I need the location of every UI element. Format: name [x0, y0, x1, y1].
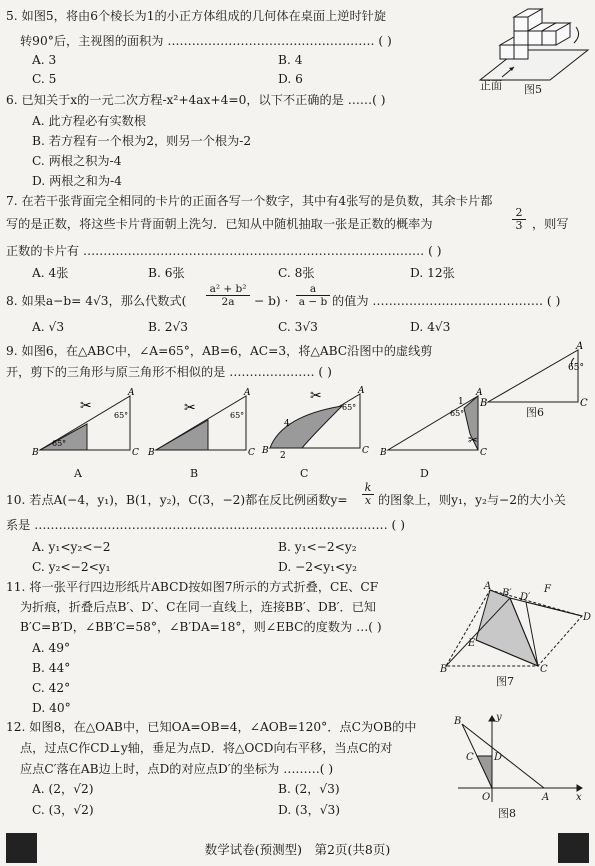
q10-stem-part1: 10. 若点A(−4，y₁)，B(1，y₂)，C(3，−2)都在反比例函数y=	[6, 493, 348, 507]
q8-stem-part1: 8. 如果a−b= 4√3，那么代数式(	[6, 294, 187, 308]
fig7-label-d: D	[583, 612, 592, 623]
fig8-label-b: B	[454, 716, 462, 727]
q10-option-d: D. −2<y₁<y₂	[278, 560, 358, 574]
q8-stem-part2: 的值为 …………………………………… ( )	[332, 294, 561, 308]
q9b-label-b: B	[148, 448, 155, 458]
figure-5-caption: 图5	[524, 83, 542, 96]
q5-option-a: A. 3	[32, 53, 57, 67]
q11-stem-line3: B′C=B′D，∠BB′C=58°，∠B′DA=18°，则∠EBC的度数为 …( )	[20, 620, 382, 634]
fig8-label-a: A	[542, 792, 550, 803]
figure-6-caption: 图6	[526, 406, 544, 419]
q6-option-c: C. 两根之积为-4	[32, 154, 122, 168]
fig7-label-bp: B′	[502, 588, 512, 599]
q12-stem-line2: 点，过点C作CD⊥y轴，垂足为点D．将△OCD向右平移，当点C的对	[20, 741, 393, 755]
q7-fraction	[512, 207, 526, 232]
fig8-label-d: D	[494, 752, 503, 763]
q9a-label-a: A	[128, 388, 135, 398]
q9c-label-b: B	[262, 446, 269, 456]
q9-option-c-letter: C	[300, 467, 309, 480]
q8-stem-mid: − b) ·	[254, 294, 289, 308]
q9-figure-c	[262, 386, 374, 460]
figure-7-caption: 图7	[496, 675, 514, 688]
q7-stem-line3: 正数的卡片有 ………………………………………………………………………… ( )	[6, 244, 442, 258]
q5-option-d: D. 6	[278, 72, 303, 86]
q8-fraction-1	[206, 283, 250, 308]
q9-stem-line2: 开，剪下的三角形与原三角形不相似的是 ………………… ( )	[6, 365, 332, 379]
q12-stem-line3: 应点C′落在AB边上时，点D的对应点D′的坐标为 ………( )	[20, 762, 334, 776]
q9a-angle-top: 65°	[114, 411, 129, 420]
fig8-label-c: C	[466, 752, 474, 763]
fig7-label-b: B	[440, 664, 448, 675]
q9-option-a-letter: A	[74, 467, 82, 480]
q9c-label-a: A	[358, 386, 365, 396]
q9d-scissors-icon: ✂	[468, 433, 479, 447]
fig7-label-a: A	[484, 581, 492, 592]
fig7-label-e: E	[468, 638, 476, 649]
fig7-label-f: F	[544, 584, 551, 595]
q12-stem-line1: 12. 如图8，在△OAB中，已知OA=OB=4，∠AOB=120°．点C为OB的中	[6, 720, 417, 734]
q7-option-b: B. 6张	[148, 266, 185, 280]
fig7-label-c: C	[540, 664, 548, 675]
q9-figure-b	[148, 388, 258, 460]
q9b-label-a: A	[244, 388, 251, 398]
q6-stem: 6. 已知关于x的一元二次方程-x²+4ax+4=0，以下不正确的是 ……( )	[6, 93, 386, 107]
q7-option-a: A. 4张	[32, 266, 69, 280]
q7-stem-line1: 7. 在若干张背面完全相同的卡片的正面各写一个数字，其中有4张写的是负数，其余卡片都	[6, 194, 493, 208]
q10-frac-num: k	[364, 481, 372, 494]
q6-option-d: D. 两根之和为-4	[32, 174, 122, 188]
q11-option-c: C. 42°	[32, 681, 71, 695]
fig6-label-a: A	[576, 341, 584, 352]
fig8-label-y: y	[496, 712, 502, 723]
fig6-label-c: C	[580, 398, 588, 409]
q7-frac-den: 3	[512, 219, 526, 232]
q9a-angle-bottom: 65°	[52, 439, 67, 448]
q8-frac2-num: a	[309, 283, 317, 295]
q12-option-a: A. (2，√2)	[32, 782, 94, 796]
q8-option-d: D. 4√3	[410, 320, 451, 334]
q10-fraction	[362, 482, 374, 507]
q9d-label-b: B	[380, 448, 387, 458]
q8-frac1-num: a² + b²	[209, 283, 247, 295]
q8-option-b: B. 2√3	[148, 320, 188, 334]
q8-option-c: C. 3√3	[278, 320, 318, 334]
q9b-label-c: C	[248, 448, 255, 458]
q9c-label-4: 4	[284, 419, 290, 429]
q9-figure-a	[32, 388, 142, 460]
q9d-label-c: C	[480, 448, 487, 458]
q9d-label-1: 1	[458, 397, 464, 407]
q7-option-d: D. 12张	[410, 266, 455, 280]
q9-stem-line1: 9. 如图6，在△ABC中，∠A=65°，AB=6，AC=3，将△ABC沿图中的虚线剪	[6, 344, 433, 358]
q9c-angle-top: 65°	[342, 403, 357, 412]
q9c-label-c: C	[362, 446, 369, 456]
q10-stem-line2: 系是 …………………………………………………………………………… ( )	[6, 518, 405, 532]
q5-stem-line1: 5. 如图5，将由6个棱长为1的小正方体组成的几何体在桌面上逆时针旋	[6, 9, 387, 23]
q9a-label-b: B	[32, 448, 39, 458]
q12-option-d: D. (3，√3)	[278, 803, 341, 817]
q9b-angle-top: 65°	[230, 411, 245, 420]
q5-option-c: C. 5	[32, 72, 57, 86]
q12-option-c: C. (3，√2)	[32, 803, 94, 817]
q7-option-c: C. 8张	[278, 266, 315, 280]
figure-8-caption: 图8	[498, 807, 516, 820]
q10-option-c: C. y₂<−2<y₁	[32, 560, 111, 574]
figure-8-coordinate	[448, 712, 588, 806]
q9d-label-a: A	[476, 388, 483, 398]
q11-option-d: D. 40°	[32, 701, 71, 715]
q7-stem-line2b: ，则写	[532, 217, 569, 231]
q10-option-b: B. y₁<−2<y₂	[278, 540, 357, 554]
fig6-angle-label: 65°	[568, 363, 584, 373]
q10-option-a: A. y₁<y₂<−2	[32, 540, 111, 554]
q12-option-b: B. (2，√3)	[278, 782, 340, 796]
q11-stem-line2: 为折痕，折叠后点B′、D′、C在同一直线上，连接BB′、DB′．已知	[20, 600, 377, 614]
q6-option-b: B. 若方程有一个根为2，则另一个根为-2	[32, 134, 252, 148]
fig8-label-o: O	[482, 792, 491, 803]
fig7-label-dp: D′	[520, 592, 531, 603]
q11-stem-line1: 11. 将一张平行四边形纸片ABCD按如图7所示的方式折叠，CE、CF	[6, 580, 379, 594]
q10-frac-den: x	[362, 494, 374, 507]
q9c-scissors-icon: ✂	[310, 388, 322, 404]
q10-stem-part2: 的图象上，则y₁，y₂与−2的大小关	[378, 493, 566, 507]
q7-frac-num: 2	[515, 206, 523, 219]
q8-frac2-den: a − b	[296, 295, 330, 308]
q11-option-b: B. 44°	[32, 661, 71, 675]
q7-stem-line2a: 写的是正数，将这些卡片背面朝上洗匀．已知从中随机抽取一张是正数的概率为	[6, 217, 433, 231]
fig8-label-x: x	[576, 792, 582, 803]
q5-stem-line2: 转90°后，主视图的面积为 …………………………………………… ( )	[20, 34, 392, 48]
q6-option-a: A. 此方程必有实数根	[32, 114, 147, 128]
q8-frac1-den: 2a	[206, 295, 250, 308]
fig6-label-b: B	[480, 398, 488, 409]
figure-5-front-label: 正面	[480, 79, 502, 92]
q9-option-d-letter: D	[420, 467, 429, 480]
q8-option-a: A. √3	[32, 320, 65, 334]
page-footer: 数学试卷(预测型) 第2页(共8页)	[204, 842, 391, 857]
figure-7-parallelogram	[440, 580, 592, 675]
q9a-scissors-icon: ✂	[80, 398, 92, 414]
q9-option-b-letter: B	[190, 467, 199, 480]
q9a-label-c: C	[132, 448, 139, 458]
q11-option-a: A. 49°	[32, 641, 71, 655]
q5-option-b: B. 4	[278, 53, 303, 67]
q8-fraction-2	[296, 283, 330, 308]
q9c-label-2: 2	[280, 451, 286, 461]
q9-figure-d	[380, 388, 490, 460]
q9b-scissors-icon: ✂	[184, 400, 196, 416]
q9d-angle-top: 65°	[450, 409, 465, 418]
